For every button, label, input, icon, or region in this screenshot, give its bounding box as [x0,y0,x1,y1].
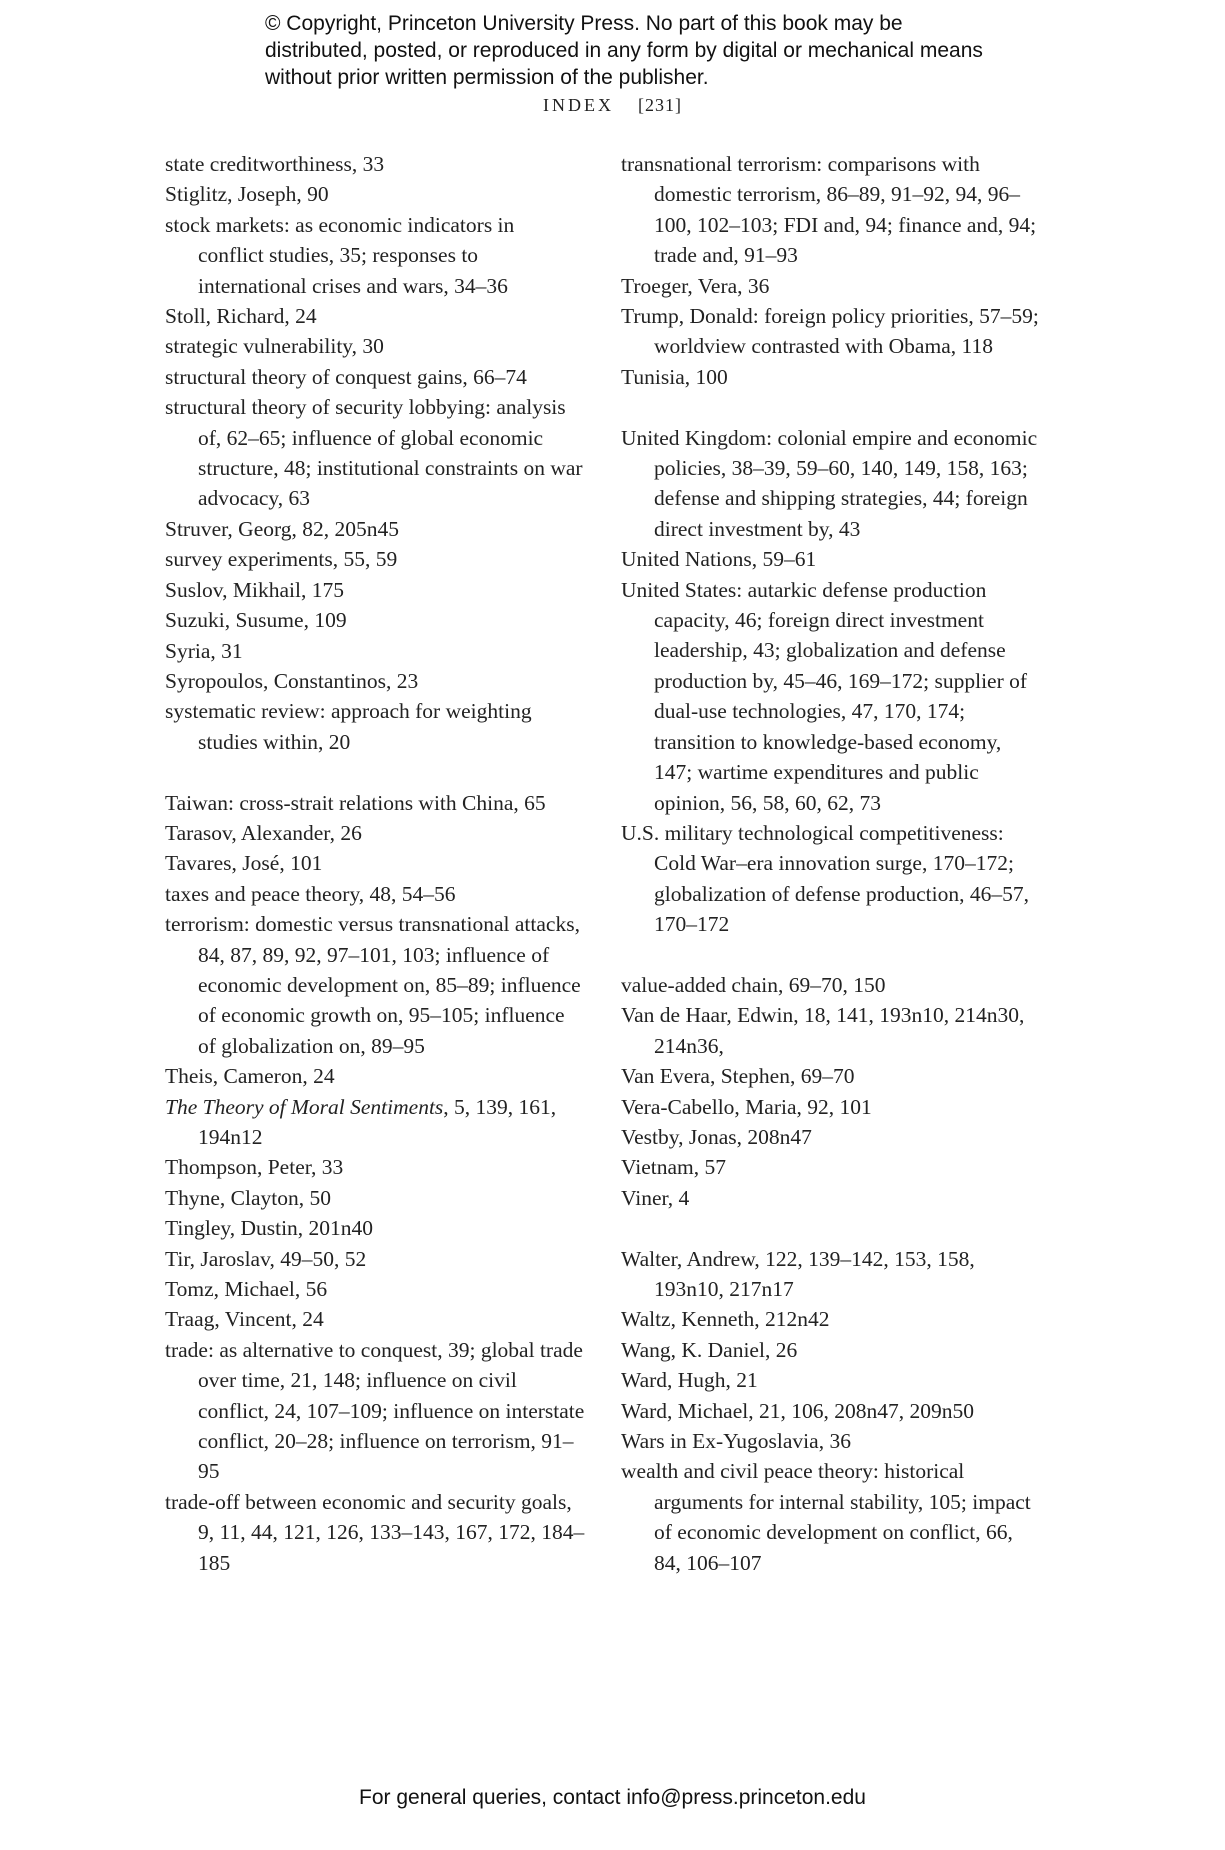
index-entry: transnational terrorism: comparisons with domestic terrorism, 86–89, 91–92, 94, 96–100, 102–103; FDI and, 94; finance and, 94; trade and, 91–93 [621,152,1037,268]
footer-contact: For general queries, contact info@press.princeton.edu [359,1786,866,1809]
index-entry: structural theory of security lobbying: analysis of, 62–65; influence of global economic structure, 48; institutional constraints on war advocacy, 63 [165,395,583,511]
index-entry: Ward, Hugh, 21 [621,1368,758,1393]
index-entry-title: The Theory of Moral Sentiments [165,1094,444,1119]
index-entry: survey experiments, 55, 59 [165,547,398,572]
index-entry: Thyne, Clayton, 50 [165,1185,332,1210]
index-entry: Vietnam, 57 [621,1155,726,1180]
index-entry: United Nations, 59–61 [621,547,817,572]
letter-group-gap [621,1213,1041,1243]
index-entry: Thompson, Peter, 33 [165,1155,344,1180]
letter-group-gap [621,940,1041,970]
index-entry: Troeger, Vera, 36 [621,273,770,298]
index-entry: strategic vulnerability, 30 [165,334,384,359]
index-entry: Tir, Jaroslav, 49–50, 52 [165,1246,367,1271]
index-entry: Tavares, José, 101 [165,851,323,876]
index-entry: Vestby, Jonas, 208n47 [621,1124,812,1149]
index-entry: U.S. military technological competitiveness: Cold War–era innovation surge, 170–172; globalization of defense production, 46–57, 170–172 [621,820,1029,937]
index-entry: state creditworthiness, 33 [165,152,385,176]
index-entry: Wars in Ex-Yugoslavia, 36 [621,1429,851,1454]
index-entry: value-added chain, 69–70, 150 [621,972,886,997]
index-entry: Van Evera, Stephen, 69–70 [621,1064,855,1089]
index-entry: Taiwan: cross-strait relations with China, 65 [165,790,546,815]
index-column-left [165,149,585,1578]
index-entry: Viner, 4 [621,1185,690,1210]
index-entry: Van de Haar, Edwin, 18, 141, 193n10, 214n30, 214n36, [621,1003,1025,1058]
index-entry: Ward, Michael, 21, 106, 208n47, 209n50 [621,1398,974,1423]
index-entry: Tomz, Michael, 56 [165,1277,328,1302]
index-entry: Vera-Cabello, Maria, 92, 101 [621,1094,872,1119]
index-entry: Walter, Andrew, 122, 139–142, 153, 158, 193n10, 217n17 [621,1246,975,1301]
index-entry: Suzuki, Susume, 109 [165,608,347,633]
index-entry: trade: as alternative to conquest, 39; global trade over time, 21, 148; influence on civil conflict, 24, 107–109; influence on interstate conflict, 20–28; influence on terrorism, 91–95 [165,1337,585,1484]
letter-group-gap [165,757,585,787]
index-entry: Theis, Cameron, 24 [165,1064,335,1089]
index-entry-locators: , 5, 139, 161, 194n12 [198,1094,557,1149]
index-entry: Stiglitz, Joseph, 90 [165,182,329,207]
index-entry: structural theory of conquest gains, 66–74 [165,364,527,389]
index-entry: Tunisia, 100 [621,364,728,389]
copyright-notice: © Copyright, Princeton University Press. No part of this book may be distributed, posted, or reproduced in any form by digital or mechanical means without prior written permission of the publisher. [265,12,983,89]
letter-group-gap [621,392,1041,422]
index-column-right [621,149,1041,1578]
index-entry: Waltz, Kenneth, 212n42 [621,1307,830,1332]
index-entry: Wang, K. Daniel, 26 [621,1337,798,1362]
index-entry: stock markets: as economic indicators in conflict studies, 35; responses to international crises and wars, 34–36 [165,212,515,298]
page-number: [231] [638,95,682,115]
index-entry: Tarasov, Alexander, 26 [165,820,362,845]
index-entry: wealth and civil peace theory: historical arguments for internal stability, 105; impact of economic development on conflict, 66, 84, 106–107 [621,1459,1031,1575]
index-entry: Traag, Vincent, 24 [165,1307,324,1332]
index-entry: Syria, 31 [165,638,243,663]
index-entry: Tingley, Dustin, 201n40 [165,1216,374,1241]
index-entry: Stoll, Richard, 24 [165,304,317,329]
index-entry [165,1092,585,1153]
index-entry: Trump, Donald: foreign policy priorities, 57–59; worldview contrasted with Obama, 118 [621,304,1039,359]
section-title: INDEX [543,95,614,115]
index-entry: Suslov, Mikhail, 175 [165,577,344,602]
index-entry: taxes and peace theory, 48, 54–56 [165,881,456,906]
index-entry: United Kingdom: colonial empire and economic policies, 38–39, 59–60, 140, 149, 158, 163; defense and shipping strategies, 44; foreign direct investment by, 43 [621,425,1038,541]
running-head [0,95,1225,116]
index-entry: Struver, Georg, 82, 205n45 [165,516,400,541]
index-entry: trade-off between economic and security goals, 9, 11, 44, 121, 126, 133–143, 167, 172, 184–185 [165,1489,585,1575]
index-entry: terrorism: domestic versus transnational attacks, 84, 87, 89, 92, 97–101, 103; influence of economic development on, 85–89; influence of economic growth on, 95–105; influence of globalization on, 89–95 [165,912,581,1058]
index-entry: Syropoulos, Constantinos, 23 [165,668,419,693]
index-entry: United States: autarkic defense production capacity, 46; foreign direct investment leadership, 43; globalization and defense production by, 45–46, 169–172; supplier of dual-use technologies, 47, 170, 174; transition to knowledge-based economy, 147; wartime expenditures and public opinion, 56, 58, 60, 62, 73 [621,577,1028,815]
index-entry: systematic review: approach for weighting studies within, 20 [165,699,532,754]
